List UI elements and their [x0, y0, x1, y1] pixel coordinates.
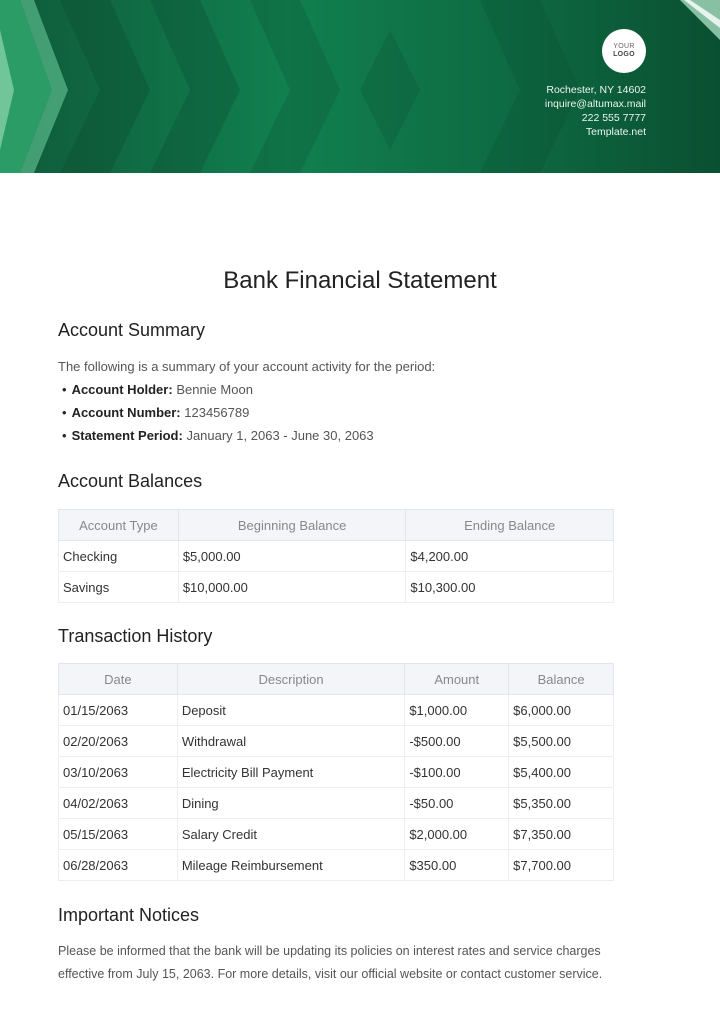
table-cell: $6,000.00 [509, 695, 614, 726]
table-row [59, 819, 614, 850]
table-cell: $5,500.00 [509, 726, 614, 757]
logo-text-top: YOUR [613, 43, 635, 50]
table-row [59, 726, 614, 757]
table-header-row [59, 664, 614, 695]
table-cell: $7,350.00 [509, 819, 614, 850]
table-cell: Withdrawal [177, 726, 405, 757]
column-header: Description [177, 664, 405, 695]
column-header: Ending Balance [406, 510, 614, 541]
table-row [59, 850, 614, 881]
logo-text-bottom: LOGO [613, 51, 635, 58]
table-cell: $7,700.00 [509, 850, 614, 881]
table-row [59, 541, 614, 572]
company-logo [602, 29, 646, 73]
summary-item-period [62, 427, 374, 450]
header-banner [0, 0, 720, 173]
transactions-table [58, 663, 614, 881]
table-cell: $5,350.00 [509, 788, 614, 819]
table-row [59, 757, 614, 788]
summary-item-holder [62, 381, 374, 404]
contact-address: Rochester, NY 14602 [546, 84, 646, 96]
table-cell: -$50.00 [405, 788, 509, 819]
table-cell: Mileage Reimbursement [177, 850, 405, 881]
summary-list [62, 381, 374, 450]
table-cell: 04/02/2063 [59, 788, 178, 819]
table-cell: $10,000.00 [178, 572, 406, 603]
transaction-history-heading: Transaction History [58, 626, 213, 646]
account-balances-heading: Account Balances [58, 471, 203, 491]
table-cell: $5,400.00 [509, 757, 614, 788]
summary-intro: The following is a summary of your account activity for the period: [58, 359, 436, 374]
table-cell: Salary Credit [177, 819, 405, 850]
document-title: Bank Financial Statement [223, 267, 497, 294]
contact-website: Template.net [585, 126, 646, 138]
table-cell: 02/20/2063 [59, 726, 178, 757]
column-header: Beginning Balance [178, 510, 406, 541]
column-header: Account Type [59, 510, 179, 541]
table-cell: -$500.00 [405, 726, 509, 757]
table-cell: Electricity Bill Payment [177, 757, 405, 788]
period-value: January 1, 2063 - June 30, 2063 [186, 428, 374, 443]
table-cell: $1,000.00 [405, 695, 509, 726]
table-cell: 06/28/2063 [59, 850, 178, 881]
table-row [59, 788, 614, 819]
number-value: 123456789 [184, 405, 250, 420]
table-cell: $2,000.00 [405, 819, 509, 850]
table-cell: 05/15/2063 [59, 819, 178, 850]
period-label: Statement Period: [71, 428, 183, 443]
table-row [59, 695, 614, 726]
important-notices-heading: Important Notices [58, 905, 200, 925]
column-header: Amount [405, 664, 509, 695]
table-cell: 03/10/2063 [59, 757, 178, 788]
contact-phone: 222 555 7777 [581, 112, 646, 124]
table-cell: Dining [177, 788, 405, 819]
table-header-row [59, 510, 614, 541]
table-cell: $5,000.00 [178, 541, 406, 572]
balances-table [58, 509, 614, 603]
table-cell: 01/15/2063 [59, 695, 178, 726]
holder-value: Bennie Moon [176, 382, 253, 397]
table-cell: Checking [59, 541, 179, 572]
account-summary-heading: Account Summary [58, 320, 206, 340]
table-cell: $4,200.00 [406, 541, 614, 572]
summary-item-number [62, 404, 374, 427]
number-label: Account Number: [71, 405, 181, 420]
contact-info [545, 83, 646, 139]
contact-email: inquire@altumax.mail [544, 98, 646, 110]
table-cell: $350.00 [405, 850, 509, 881]
table-cell: Savings [59, 572, 179, 603]
table-row [59, 572, 614, 603]
holder-label: Account Holder: [71, 382, 173, 397]
table-cell: Deposit [177, 695, 405, 726]
table-cell: $10,300.00 [406, 572, 614, 603]
column-header: Date [59, 664, 178, 695]
notice-paragraph: Please be informed that the bank will be updating its policies on interest rates and service charges effective from July 15, 2063. For more details, visit our official website or contact customer service. [58, 944, 603, 981]
column-header: Balance [509, 664, 614, 695]
table-cell: -$100.00 [405, 757, 509, 788]
